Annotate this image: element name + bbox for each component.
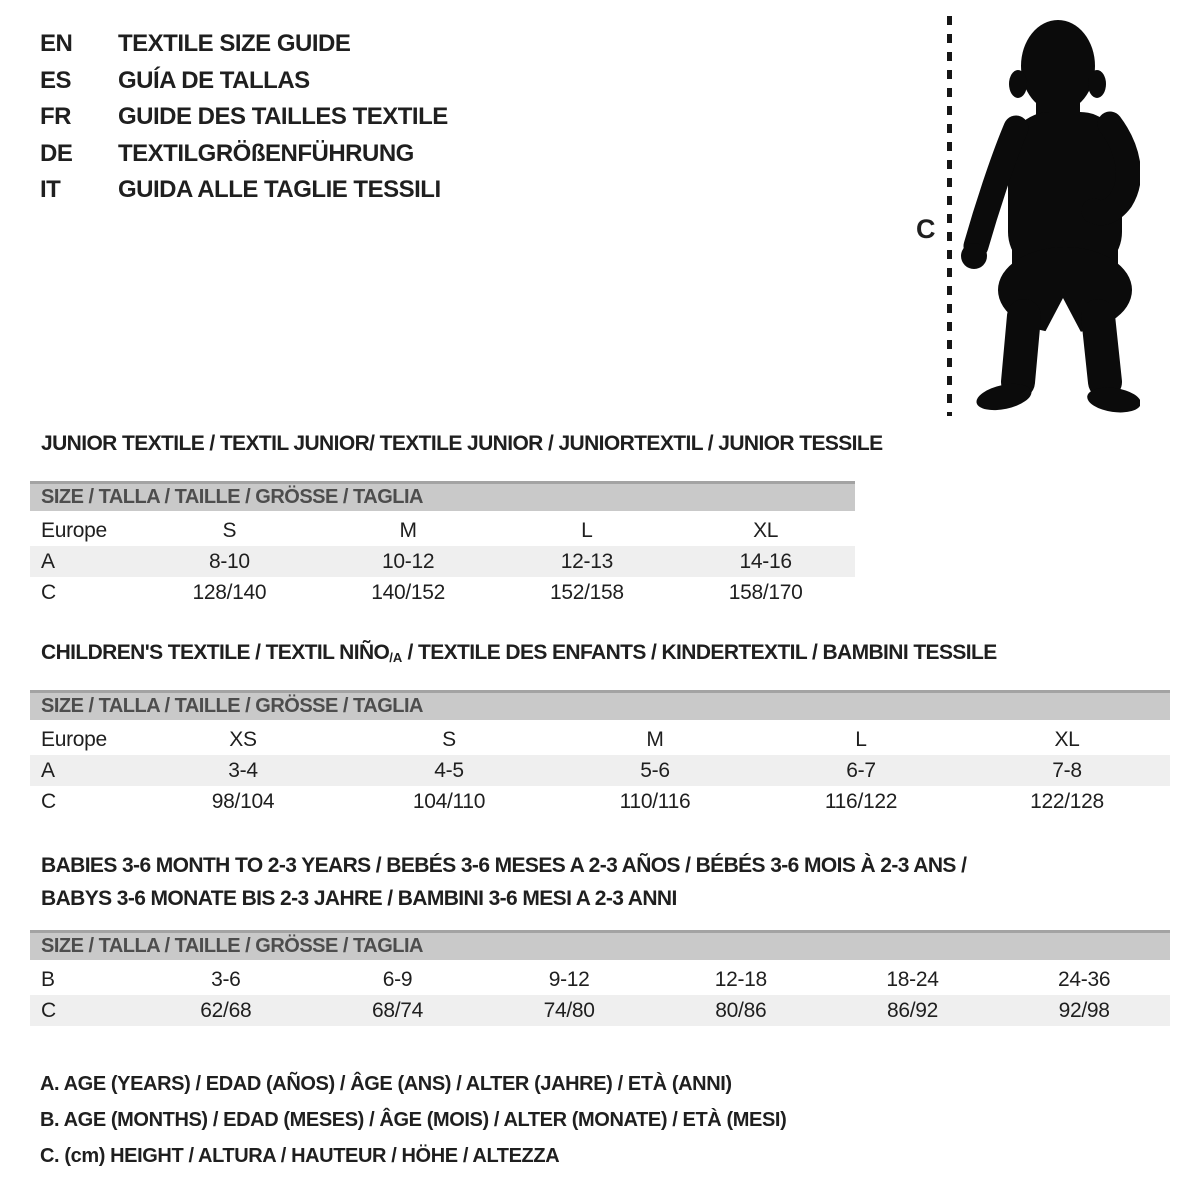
table-cell: 80/86 [715, 998, 767, 1022]
guide-title: TEXTILGRÖßENFÜHRUNG [118, 139, 414, 167]
column-header: Europe [41, 518, 107, 542]
table-cell: 152/158 [549, 580, 624, 604]
table-cell: 158/170 [728, 580, 803, 604]
table-row-c [30, 786, 1170, 817]
table-cell: 98/104 [211, 789, 275, 813]
column-header: XS [229, 727, 257, 751]
table-cell: 12-18 [714, 967, 767, 991]
size-header-bar: SIZE / TALLA / TAILLE / GRÖSSE / TAGLIA [30, 481, 855, 511]
babies-title-line1: BABIES 3-6 MONTH TO 2-3 YEARS / BEBÉS 3-6 MESES A 2-3 AÑOS / BÉBÉS 3-6 MOIS À 2-3 ANS / [41, 854, 967, 877]
children-title-prefix: CHILDREN'S TEXTILE / TEXTIL NIÑO [41, 641, 390, 664]
table-row-c [30, 577, 855, 608]
table-cell: 3-6 [211, 967, 241, 991]
table-cell: 122/128 [1030, 789, 1104, 813]
table-row-a [30, 755, 1170, 786]
height-measure-dashed-line [947, 16, 952, 416]
column-header: M [646, 727, 664, 751]
guide-title: GUÍA DE TALLAS [118, 66, 310, 94]
column-header: L [855, 727, 867, 751]
table-cell: 9-12 [548, 967, 590, 991]
table-cell: 110/116 [619, 789, 691, 813]
children-section-title [41, 641, 997, 665]
guide-title: GUIDA ALLE TAGLIE TESSILI [118, 176, 441, 204]
babies-size-table [30, 930, 1170, 1026]
children-size-table [30, 690, 1170, 817]
table-cell: 116/122 [824, 789, 898, 813]
column-header: Europe [41, 727, 107, 751]
row-label: C [41, 998, 56, 1022]
table-cell: 12-13 [560, 549, 613, 573]
table-row-c [30, 995, 1170, 1026]
column-header: S [222, 518, 237, 542]
table-cell: 74/80 [543, 998, 595, 1022]
table-cell: 86/92 [886, 998, 939, 1022]
table-cell: 7-8 [1052, 758, 1082, 782]
children-title-suffix: / TEXTILE DES ENFANTS / KINDERTEXTIL / BAMBINI TESSILE [402, 641, 997, 664]
language-code: ES [40, 66, 72, 94]
junior-size-table [30, 481, 855, 608]
row-label: A [41, 758, 55, 782]
table-cell: 104/110 [412, 789, 486, 813]
table-cell: 62/68 [200, 998, 252, 1022]
language-title-block [40, 26, 448, 209]
row-label: C [41, 580, 56, 604]
height-measure-label: C [916, 214, 936, 244]
row-label: B [41, 967, 55, 991]
row-label: A [41, 549, 55, 573]
language-row-en [40, 26, 448, 63]
table-cell: 6-7 [846, 758, 876, 782]
children-title-subscript: /A [389, 650, 403, 665]
column-header: M [399, 518, 417, 542]
language-code: EN [40, 30, 73, 58]
measurement-legend [40, 1066, 786, 1174]
guide-title: GUIDE DES TAILLES TEXTILE [118, 103, 448, 131]
size-header-bar: SIZE / TALLA / TAILLE / GRÖSSE / TAGLIA [30, 690, 1170, 720]
table-row-a [30, 546, 855, 577]
legend-line-a: A. AGE (YEARS) / EDAD (AÑOS) / ÂGE (ANS) / ALTER (JAHRE) / ETÀ (ANNI) [40, 1073, 732, 1095]
table-cell: 6-9 [382, 967, 413, 991]
table-cell: 14-16 [739, 549, 792, 573]
legend-line-c: C. (cm) HEIGHT / ALTURA / HAUTEUR / HÖHE / ALTEZZA [40, 1145, 560, 1167]
table-cell: 18-24 [886, 967, 939, 991]
junior-section-title: JUNIOR TEXTILE / TEXTIL JUNIOR/ TEXTILE JUNIOR / JUNIORTEXTIL / JUNIOR TESSILE [41, 432, 883, 455]
language-row-it [40, 172, 448, 209]
row-label: C [41, 789, 56, 813]
babies-section-title [41, 849, 966, 915]
table-cell: 68/74 [371, 998, 424, 1022]
table-cell: 24-36 [1058, 967, 1111, 991]
language-code: DE [40, 139, 73, 167]
table-cell: 4-5 [434, 758, 464, 782]
toddler-silhouette-icon [960, 16, 1140, 418]
table-row-b [30, 964, 1170, 995]
table-cell: 128/140 [192, 580, 267, 604]
table-cell: 5-6 [640, 758, 670, 782]
table-cell: 10-12 [382, 549, 435, 573]
guide-title: TEXTILE SIZE GUIDE [118, 30, 351, 58]
language-row-es [40, 63, 448, 100]
size-header-bar: SIZE / TALLA / TAILLE / GRÖSSE / TAGLIA [30, 930, 1170, 960]
column-header: S [442, 727, 456, 751]
column-header: XL [753, 518, 779, 542]
table-row-columns [30, 724, 1170, 755]
language-row-fr [40, 99, 448, 136]
language-code: FR [40, 103, 71, 131]
legend-line-b: B. AGE (MONTHS) / EDAD (MESES) / ÂGE (MOIS) / ALTER (MONATE) / ETÀ (MESI) [40, 1109, 787, 1131]
language-code: IT [40, 176, 61, 204]
table-cell: 3-4 [228, 758, 258, 782]
table-cell: 8-10 [208, 549, 250, 573]
table-cell: 92/98 [1058, 998, 1110, 1022]
language-row-de [40, 136, 448, 173]
column-header: XL [1054, 727, 1080, 751]
column-header: L [581, 518, 593, 542]
babies-title-line2: BABYS 3-6 MONATE BIS 2-3 JAHRE / BAMBINI 3-6 MESI A 2-3 ANNI [41, 887, 677, 910]
table-cell: 140/152 [371, 580, 446, 604]
table-row-columns [30, 515, 855, 546]
